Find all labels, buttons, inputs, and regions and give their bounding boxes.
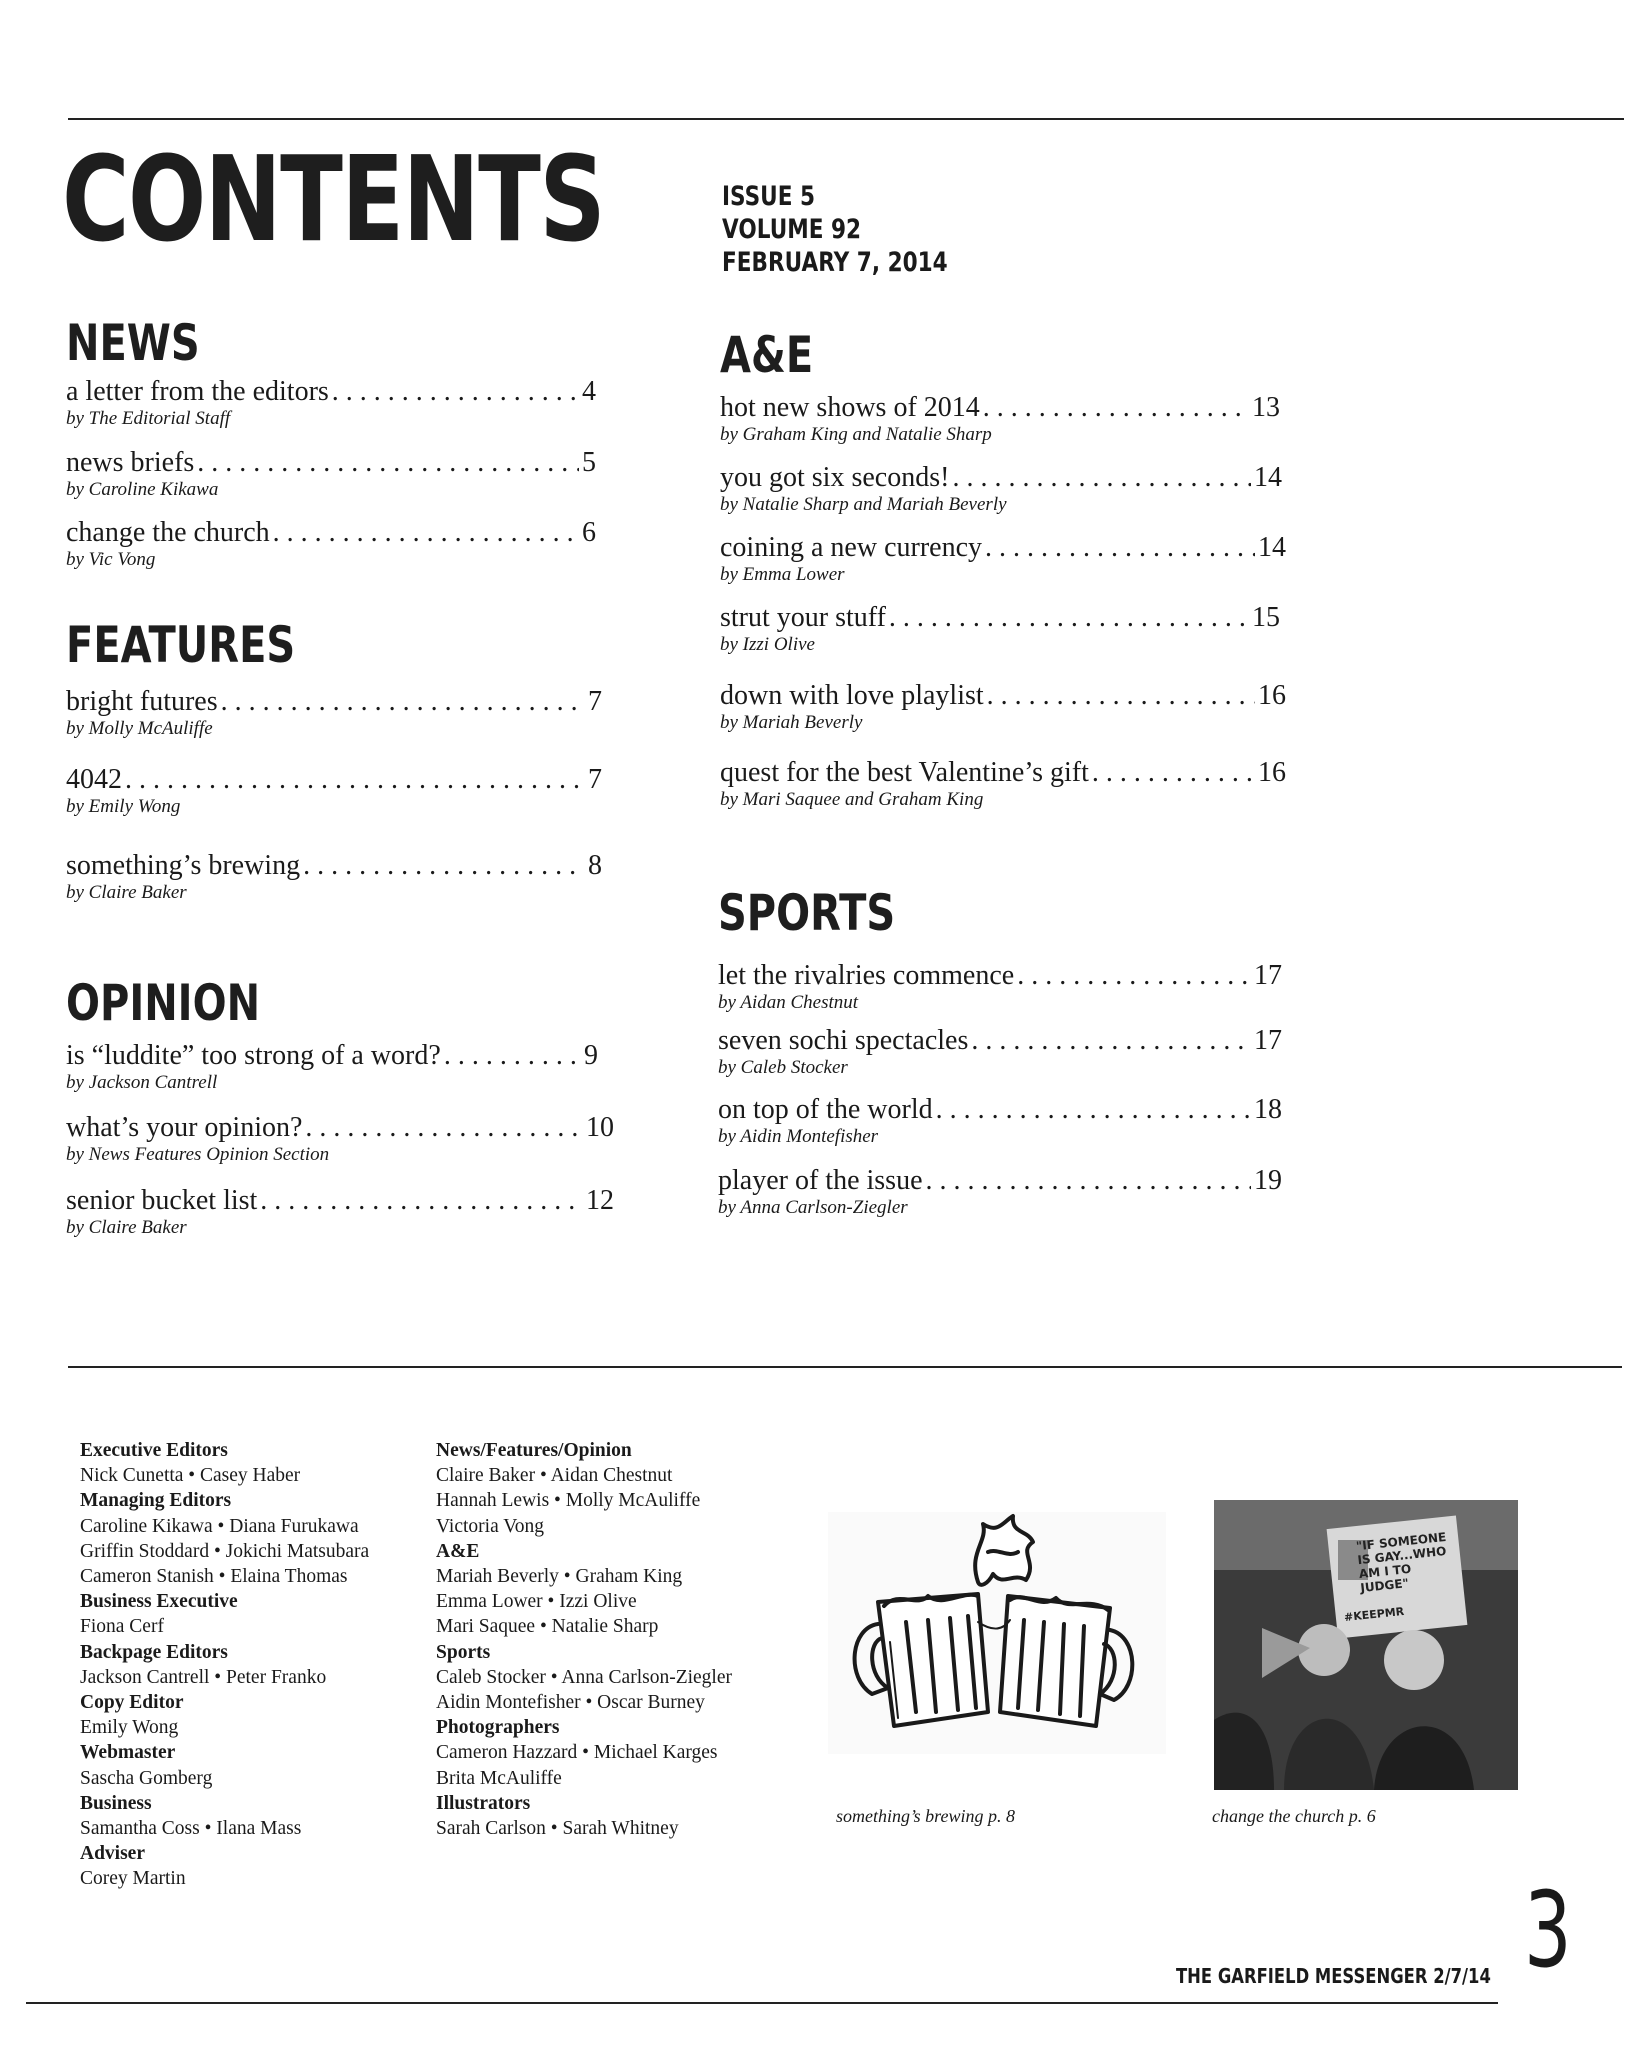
news-section [66,314,598,588]
toc-entry[interactable] [66,1112,614,1166]
issue-info [722,180,1004,279]
entry-title: coining a new currency [720,532,982,563]
entry-byline: by Natalie Sharp and Mariah Beverly [720,494,1007,515]
staff-names: Fiona Cerf [80,1616,164,1638]
entry-byline: by Emma Lower [720,564,845,585]
entry-page: 18 [1254,1094,1282,1125]
entry-byline: by Izzi Olive [720,634,815,655]
staff-names: Cameron Stanish • Elaina Thomas [80,1566,348,1588]
page-number: 3 [1524,1869,1572,1991]
staff-names: Corey Martin [80,1868,186,1890]
staff-names: Jackson Cantrell • Peter Franko [80,1666,327,1688]
top-rule [68,118,1624,120]
entry-page: 6 [582,517,596,548]
protest-sign-text: "IF SOMEONE IS GAY...WHO AM I TO JUDGE" [1355,1529,1447,1596]
staff-names: Claire Baker • Aidan Chestnut [436,1465,673,1487]
entry-page: 7 [588,686,602,717]
photo-caption: change the church p. 6 [1212,1806,1376,1826]
entry-page: 7 [588,764,602,795]
staff-role: Photographers [436,1717,560,1739]
toc-entry[interactable] [718,960,1282,1014]
entry-page: 8 [588,850,602,881]
entry-title: news briefs [66,447,195,478]
staff-names: Hannah Lewis • Molly McAuliffe [436,1490,701,1512]
staff-names: Samantha Coss • Ilana Mass [80,1818,302,1840]
staff-role: Business Executive [80,1591,238,1613]
entry-title: you got six seconds! [720,462,950,493]
entry-title: is “luddite” too strong of a word? [66,1040,441,1071]
issue-number: ISSUE 5 [722,181,816,212]
entry-page: 14 [1254,462,1282,493]
entry-page: 4 [582,376,596,407]
publication-footer: THE GARFIELD MESSENGER 2/7/14 [1176,1964,1491,1988]
entry-page: 12 [586,1185,614,1216]
entry-byline: by Mariah Beverly [720,712,863,733]
staff-column-2 [436,1438,796,1841]
section-heading: OPINION [66,974,261,1032]
entry-title: quest for the best Valentine’s gift [720,757,1089,788]
entry-byline: by News Features Opinion Section [66,1144,330,1165]
entry-byline: by Graham King and Natalie Sharp [720,424,992,445]
entry-byline: by The Editorial Staff [66,408,231,429]
staff-names: Mariah Beverly • Graham King [436,1566,683,1588]
toc-entry[interactable] [66,850,602,904]
staff-names: Emily Wong [80,1717,179,1739]
toc-entry[interactable] [720,532,1286,586]
staff-names: Nick Cunetta • Casey Haber [80,1465,301,1487]
staff-names: Aidin Montefisher • Oscar Burney [436,1692,705,1714]
entry-page: 16 [1258,680,1286,711]
entry-page: 19 [1254,1165,1282,1196]
toc-entry[interactable] [720,462,1282,516]
section-heading: A&E [720,326,814,384]
staff-names: Sarah Carlson • Sarah Whitney [436,1818,679,1840]
toc-entry[interactable] [718,1025,1282,1079]
beer-mugs-illustration [828,1512,1166,1754]
staff-names: Sascha Gomberg [80,1767,213,1789]
entry-title: bright futures [66,686,218,717]
toc-entry[interactable] [66,517,596,571]
entry-byline: by Aidin Montefisher [718,1126,879,1147]
volume-number: VOLUME 92 [722,214,862,245]
entry-byline: by Caroline Kikawa [66,479,219,500]
entry-title: 4042 [66,764,122,795]
toc-entry[interactable] [720,392,1280,446]
staff-role: A&E [436,1540,480,1562]
toc-entry[interactable] [718,1094,1282,1148]
entry-page: 14 [1258,532,1286,563]
toc-entry[interactable] [66,1185,614,1239]
staff-divider [68,1366,1622,1368]
staff-role: Backpage Editors [80,1641,228,1663]
entry-page: 9 [584,1040,598,1071]
entry-title: what’s your opinion? [66,1112,303,1143]
section-heading: NEWS [66,314,200,372]
entry-page: 13 [1252,392,1280,423]
entry-title: player of the issue [718,1165,923,1196]
entry-byline: by Emily Wong [66,796,181,817]
sports-section [718,884,1288,1228]
staff-names: Mari Saquee • Natalie Sharp [436,1616,659,1638]
section-heading: SPORTS [718,884,896,942]
entry-title: on top of the world [718,1094,933,1125]
staff-names: Caleb Stocker • Anna Carlson-Ziegler [436,1666,732,1688]
staff-role: Managing Editors [80,1490,232,1512]
staff-role: News/Features/Opinion [436,1440,632,1461]
staff-role: Business [80,1792,152,1814]
staff-names: Emma Lower • Izzi Olive [436,1591,637,1613]
toc-entry[interactable] [66,1040,598,1094]
staff-role: Illustrators [436,1792,531,1814]
issue-date: FEBRUARY 7, 2014 [722,247,948,278]
entry-page: 17 [1254,1025,1282,1056]
staff-names: Caroline Kikawa • Diana Furukawa [80,1515,359,1537]
page-title: CONTENTS [62,130,605,268]
entry-page: 17 [1254,960,1282,991]
ae-section [720,326,1290,830]
staff-role: Webmaster [80,1742,176,1764]
entry-title: hot new shows of 2014 [720,392,980,423]
protest-hashtag: #KEEPMR [1343,1604,1405,1625]
entry-title: seven sochi spectacles [718,1025,969,1056]
entry-title: change the church [66,517,270,548]
toc-entry[interactable] [718,1165,1282,1219]
staff-names: Cameron Hazzard • Michael Karges [436,1742,718,1764]
entry-title: something’s brewing [66,850,301,881]
toc-entry[interactable] [66,447,596,501]
staff-role: Sports [436,1641,491,1663]
entry-title: strut your stuff [720,602,886,633]
staff-names: Griffin Stoddard • Jokichi Matsubara [80,1540,370,1562]
entry-title: senior bucket list [66,1185,258,1216]
entry-title: let the rivalries commence [718,960,1015,991]
entry-byline: by Aidan Chestnut [718,992,859,1013]
footer-rule [26,2002,1498,2004]
entry-byline: by Vic Vong [66,549,156,570]
features-section [66,616,606,920]
entry-page: 15 [1252,602,1280,633]
staff-role: Copy Editor [80,1692,184,1714]
entry-page: 16 [1258,757,1286,788]
toc-entry[interactable] [66,376,596,430]
toc-entry[interactable] [66,686,602,740]
toc-entry[interactable] [720,602,1280,656]
entry-byline: by Mari Saquee and Graham King [720,789,984,810]
staff-column-1 [80,1438,420,1892]
entry-byline: by Anna Carlson-Ziegler [718,1197,908,1218]
entry-title: a letter from the editors [66,376,329,407]
section-heading: FEATURES [66,616,296,674]
toc-entry[interactable] [720,757,1286,811]
illustration-caption: something’s brewing p. 8 [836,1806,1016,1826]
entry-page: 5 [582,447,596,478]
protest-photo [1214,1500,1518,1790]
staff-role: Executive Editors [80,1440,228,1461]
toc-entry[interactable] [66,764,602,818]
beer-mugs-icon [828,1512,1166,1754]
staff-names: Victoria Vong [436,1515,545,1537]
entry-byline: by Claire Baker [66,882,187,903]
entry-byline: by Caleb Stocker [718,1057,848,1078]
entry-byline: by Jackson Cantrell [66,1072,218,1093]
entry-byline: by Molly McAuliffe [66,718,213,739]
opinion-section [66,974,626,1248]
entry-byline: by Claire Baker [66,1217,187,1238]
toc-entry[interactable] [720,680,1286,734]
staff-names: Brita McAuliffe [436,1767,562,1789]
staff-role: Adviser [80,1843,145,1865]
entry-page: 10 [586,1112,614,1143]
entry-title: down with love playlist [720,680,984,711]
